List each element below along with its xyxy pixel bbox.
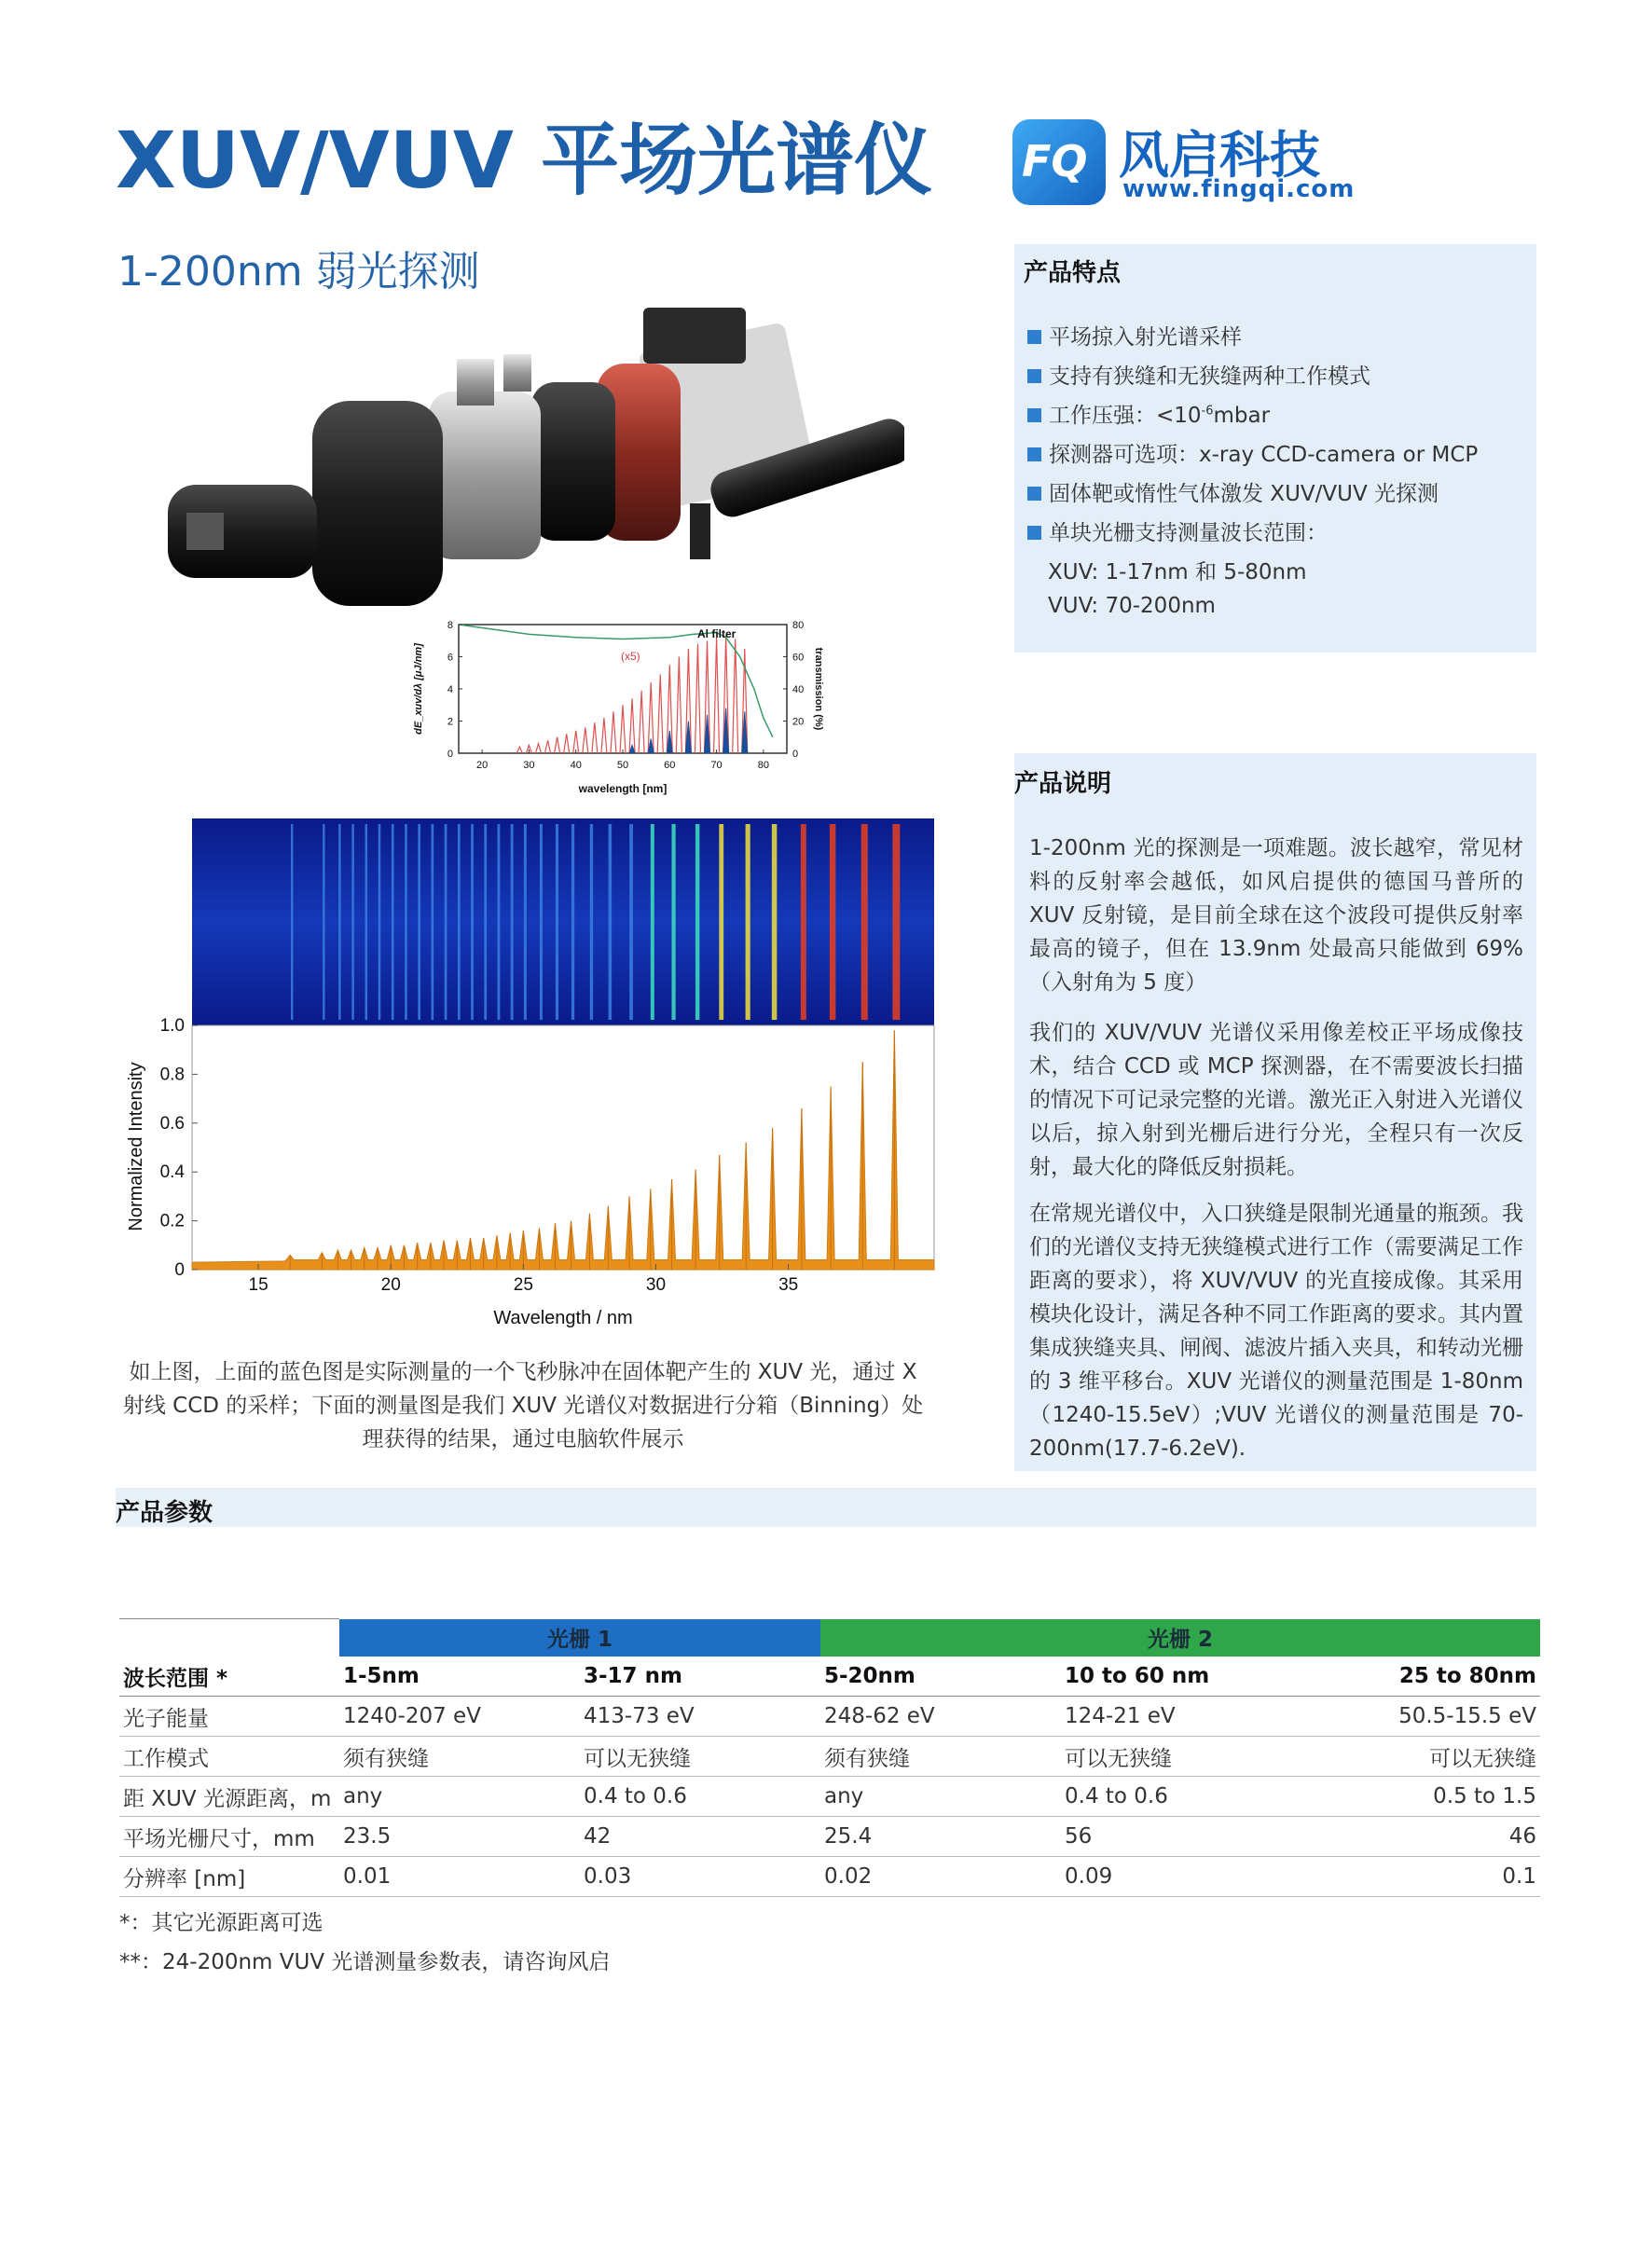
table-cell: 可以无狭缝 <box>1061 1737 1301 1777</box>
ccd-line <box>323 824 324 1020</box>
table-cell: 平场光栅尺寸，mm <box>119 1817 339 1857</box>
table-cell: 56 <box>1061 1817 1301 1857</box>
ccd-line <box>719 824 723 1020</box>
ccd-line <box>471 824 474 1020</box>
ccd-line <box>892 824 900 1020</box>
table-cell: 可以无狭缝 <box>1301 1737 1540 1777</box>
table-row <box>119 1857 1540 1897</box>
chart1-y2label: transmission (%) <box>813 647 824 731</box>
chart1-y-tick-label: 2 <box>447 716 453 728</box>
square-bullet-icon <box>1027 408 1041 422</box>
table-header-cell: 3-17 nm <box>580 1657 820 1697</box>
table-cell: 可以无狭缝 <box>580 1737 820 1777</box>
chart1-y2-tick-label: 60 <box>792 652 805 664</box>
ccd-line <box>458 824 461 1020</box>
table-header-cell: 10 to 60 nm <box>1061 1657 1301 1697</box>
chart2-y-tick-label: 1.0 <box>159 1016 185 1036</box>
grating1-header: 光栅 1 <box>339 1619 820 1657</box>
ccd-line <box>746 824 750 1020</box>
table-cell: any <box>339 1777 580 1817</box>
ccd-line <box>498 824 501 1020</box>
chart1-red-peak <box>676 657 681 754</box>
logo-mark: FQ <box>1012 119 1106 205</box>
params-heading-bar <box>116 1488 1536 1527</box>
params-heading: 产品参数 <box>116 1499 213 1527</box>
table-row <box>119 1817 1540 1857</box>
chart1-x-tick-label: 50 <box>616 760 629 771</box>
table-header-row <box>119 1657 1540 1697</box>
chart2-x-tick-label: 20 <box>380 1275 401 1295</box>
chart1-red-peak <box>545 740 551 753</box>
description-paragraph: 我们的 XUV/VUV 光谱仪采用像差校正平场成像技术，结合 CCD 或 MCP 探测器，在不需要波长扫描的情况下可记录完整的光谱。激光正入射进入光谱仪以后，掠入射到光栅后进行分光，全程只有一次反射，最大化的降低反射损耗。 <box>1029 1021 1523 1179</box>
square-bullet-icon <box>1027 487 1041 501</box>
table-row <box>119 1777 1540 1817</box>
feature-item: 固体靶或惰性气体激发 XUV/VUV 光探测 <box>1027 476 1439 507</box>
chart1-y-tick-label: 8 <box>447 620 453 631</box>
feature-item: 平场掠入射光谱采样 <box>1027 320 1242 351</box>
chart1-x-tick-label: 60 <box>664 760 676 771</box>
product-photo <box>149 280 904 671</box>
table-corner <box>119 1619 339 1657</box>
table-cell: 42 <box>580 1817 820 1857</box>
table-cell: 0.02 <box>820 1857 1061 1897</box>
table-note: *：其它光源距离可选 <box>119 1911 324 1935</box>
feature-sub-item: XUV: 1-17nm 和 5-80nm <box>1048 560 1307 584</box>
table-cell: 0.4 to 0.6 <box>1061 1777 1301 1817</box>
table-cell: 光子能量 <box>119 1697 339 1737</box>
ccd-line <box>405 824 407 1020</box>
chart2-y-tick-label: 0.6 <box>159 1113 185 1134</box>
grating-header-row <box>119 1619 1540 1657</box>
chart1-ylabel: dE_xuv/dλ [μJ/nm] <box>413 643 424 735</box>
feature-item: 探测器可选项：x-ray CCD-camera or MCP <box>1027 437 1478 468</box>
ccd-line <box>365 824 368 1020</box>
chart1-x-tick-label: 80 <box>757 760 769 771</box>
table-row <box>119 1697 1540 1737</box>
chart1-y-tick-label: 6 <box>447 652 453 664</box>
logo-website: www.fingqi.com <box>1122 175 1356 203</box>
ccd-line <box>418 824 420 1020</box>
table-cell: 0.5 to 1.5 <box>1301 1777 1540 1817</box>
params-table <box>119 1618 1540 1897</box>
table-cell: 距 XUV 光源距离，m <box>119 1777 339 1817</box>
ccd-line <box>801 824 806 1020</box>
chart1-red-peak <box>583 727 588 753</box>
chart1-red-peak <box>733 639 738 753</box>
company-logo <box>1012 116 1356 209</box>
chart2-spectrum-area <box>192 1030 934 1270</box>
table-cell: 须有狭缝 <box>820 1737 1061 1777</box>
chart1-red-peak <box>555 737 560 753</box>
chart1-series <box>459 625 773 753</box>
table-header-cell: 25 to 80nm <box>1301 1657 1540 1697</box>
table-header-cell: 波长范围 * <box>119 1657 339 1697</box>
table-cell: 0.1 <box>1301 1857 1540 1897</box>
ccd-line <box>695 824 699 1020</box>
chart2-y-tick-label: 0.8 <box>159 1065 185 1085</box>
ccd-line <box>524 824 527 1020</box>
description-paragraph: 1-200nm 光的探测是一项难题。波长越窄，常见材料的反射率会越低，如风启提供的德国马普所的 XUV 反射镜，是目前全球在这个波段可提供反射率最高的镜子，但在 13.9nm 处最高只能做到 69%（入射角为 5 度） <box>1029 836 1523 995</box>
figure-caption: 如上图，上面的蓝色图是实际测量的一个飞秒脉冲在固体靶产生的 XUV 光，通过 X 射线 CCD 的采样；下面的测量图是我们 XUV 光谱仪对数据进行分箱（Binning）处理获得的结果，通过电脑软件展示 <box>122 1360 924 1451</box>
ccd-line <box>861 824 868 1020</box>
chart1-red-peak <box>564 734 570 753</box>
square-bullet-icon <box>1027 447 1041 461</box>
chart2-y-tick-label: 0.2 <box>159 1211 185 1231</box>
chart2-x-tick-label: 15 <box>248 1275 268 1295</box>
table-cell: 0.09 <box>1061 1857 1301 1897</box>
chart2-x-tick-label: 25 <box>513 1275 533 1295</box>
ccd-line <box>511 824 514 1020</box>
features-heading: 产品特点 <box>1024 259 1122 287</box>
table-header-cell: 5-20nm <box>820 1657 1061 1697</box>
logo-company-name: 风启科技 <box>1119 126 1320 185</box>
page-title: XUV/VUV 平场光谱仪 <box>116 115 933 206</box>
table-cell: 413-73 eV <box>580 1697 820 1737</box>
chart2-xlabel: Wavelength / nm <box>493 1308 633 1328</box>
ccd-line <box>772 824 777 1020</box>
chart2-x-tick-label: 35 <box>778 1275 799 1295</box>
chart1-y-tick-label: 4 <box>447 684 453 695</box>
ccd-line <box>609 824 613 1020</box>
table-cell: 124-21 eV <box>1061 1697 1301 1737</box>
chart1-y2-tick-label: 0 <box>792 749 799 760</box>
ccd-image <box>192 818 934 1025</box>
table-cell: 0.4 to 0.6 <box>580 1777 820 1817</box>
table-cell: 25.4 <box>820 1817 1061 1857</box>
chart1-y-ticks <box>447 620 462 760</box>
ccd-line <box>651 824 654 1020</box>
ccd-line <box>671 824 675 1020</box>
chart2-y-tick-label: 0 <box>174 1260 185 1280</box>
chart1-red-peak <box>657 674 663 753</box>
table-cell: 分辨率 [nm] <box>119 1857 339 1897</box>
chart1-annotation-al-filter: Al filter <box>697 627 737 640</box>
table-cell: 0.01 <box>339 1857 580 1897</box>
chart2-ylabel: Normalized Intensity <box>126 1062 146 1231</box>
feature-item: 工作压强：$<10^{-6}mbar$ <box>1027 398 1270 429</box>
chart1-red-peak <box>535 744 541 753</box>
chart2-x-tick-label: 30 <box>645 1275 667 1295</box>
ccd-line <box>351 824 353 1020</box>
chart1-x-tick-label: 40 <box>570 760 582 771</box>
ccd-line <box>484 824 487 1020</box>
ccd-line <box>540 824 543 1020</box>
chart1-y2-tick-label: 40 <box>792 684 805 695</box>
chart2-series <box>192 1030 934 1270</box>
table-cell: 工作模式 <box>119 1737 339 1777</box>
chart1-red-peak <box>714 638 720 753</box>
square-bullet-icon <box>1027 369 1041 383</box>
chart1-red-peak <box>516 747 522 753</box>
table-cell: 50.5-15.5 eV <box>1301 1697 1540 1737</box>
description-heading: 产品说明 <box>1014 770 1112 798</box>
table-cell: 46 <box>1301 1817 1540 1857</box>
chart1-red-peak <box>601 718 607 753</box>
feature-item: 支持有狭缝和无狭缝两种工作模式 <box>1027 359 1370 390</box>
chart1-red-peak <box>620 705 626 753</box>
table-cell: 0.03 <box>580 1857 820 1897</box>
ccd-line <box>338 824 340 1020</box>
ccd-line <box>571 824 574 1020</box>
ccd-line <box>392 824 394 1020</box>
ccd-line <box>379 824 381 1020</box>
ccd-line <box>590 824 593 1020</box>
chart1-y2-tick-label: 20 <box>792 716 805 728</box>
description-paragraph: 在常规光谱仪中，入口狭缝是限制光通量的瓶颈。我们的光谱仪支持无狭缝模式进行工作（需要满足工作距离的要求），将 XUV/VUV 的光直接成像。其采用模块化设计，满足各种不同工作距离的要求。其内置集成狭缝夹具、闸阀、滤波片插入夹具，和转动光栅的 3 维平移台。XUV 光谱仪的测量范围是 1-80nm（1240-15.5eV）;VUV 光谱仪的测量范围是 70-200nm(17.7-6.2eV). <box>1029 1202 1523 1461</box>
table-cell: 1240-207 eV <box>339 1697 580 1737</box>
table-cell: any <box>820 1777 1061 1817</box>
square-bullet-icon <box>1027 330 1041 344</box>
ccd-line <box>291 824 293 1020</box>
ccd-line <box>830 824 836 1020</box>
chart1-x-tick-label: 30 <box>523 760 535 771</box>
grating2-header: 光栅 2 <box>820 1619 1540 1657</box>
chart1-x-tick-label: 20 <box>476 760 489 771</box>
square-bullet-icon <box>1027 526 1041 540</box>
ccd-line <box>445 824 447 1020</box>
feature-item: 单块光栅支持测量波长范围： <box>1027 516 1328 546</box>
chart1-x-tick-label: 70 <box>710 760 723 771</box>
chart1-red-peak <box>639 691 644 753</box>
page-subtitle: 1-200nm 弱光探测 <box>117 248 480 296</box>
xuv-spectrum-chart <box>401 615 839 802</box>
table-cell: 248-62 eV <box>820 1697 1061 1737</box>
normalized-intensity-chart <box>121 1016 942 1342</box>
feature-sub-item: VUV: 70-200nm <box>1048 594 1216 618</box>
table-cell: 须有狭缝 <box>339 1737 580 1777</box>
chart1-y2-tick-label: 80 <box>792 620 805 631</box>
ccd-line <box>432 824 434 1020</box>
chart1-y-tick-label: 0 <box>447 749 453 760</box>
table-row <box>119 1737 1540 1777</box>
table-cell: 23.5 <box>339 1817 580 1857</box>
ccd-line <box>556 824 558 1020</box>
table-note: **：24-200nm VUV 光谱测量参数表，请咨询风启 <box>119 1950 611 1974</box>
chart2-y-tick-label: 0.4 <box>159 1162 185 1183</box>
chart1-annotation-x5: (x5) <box>621 650 640 663</box>
chart2-plot-area <box>192 1025 934 1270</box>
chart1-red-peak <box>611 711 616 753</box>
chart1-red-peak <box>695 644 700 753</box>
chart1-xlabel: wavelength [nm] <box>578 782 668 795</box>
chart1-red-peak <box>592 722 598 753</box>
table-header-cell: 1-5nm <box>339 1657 580 1697</box>
ccd-line <box>629 824 633 1020</box>
